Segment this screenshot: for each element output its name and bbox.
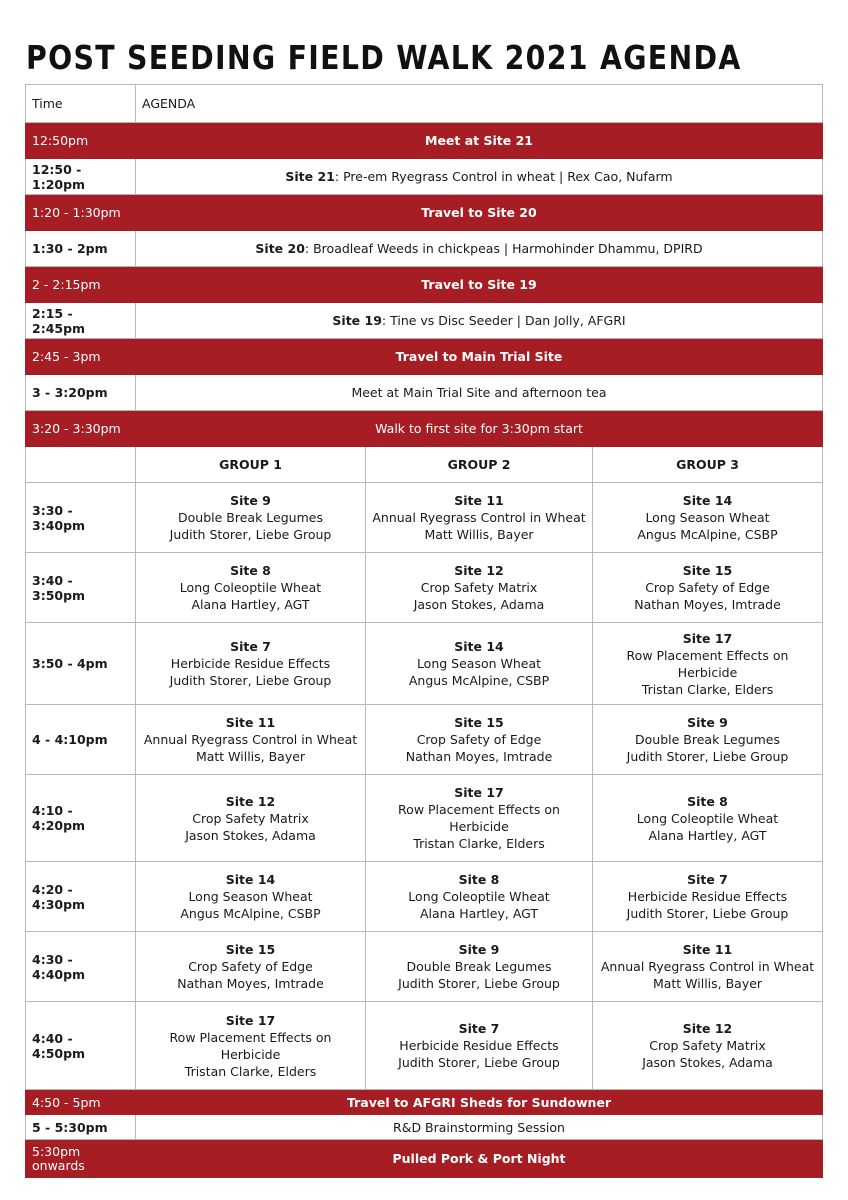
session-cell <box>366 483 593 553</box>
row-text: Travel to Site 20 <box>136 195 823 231</box>
session-row <box>26 1002 823 1090</box>
session-site: Site 17 <box>225 1012 276 1028</box>
session-cell <box>136 775 366 862</box>
agenda-row <box>26 159 823 195</box>
session-site: Site 12 <box>682 1021 733 1036</box>
agenda-row <box>26 411 823 447</box>
session-time: 4 - 4:10pm <box>26 705 136 775</box>
row-text: Meet at Site 21 <box>136 123 823 159</box>
session-site: Site 8 <box>230 563 271 578</box>
agenda-row <box>26 303 823 339</box>
row-time: 2:45 - 3pm <box>26 339 136 375</box>
header-time: Time <box>26 85 136 123</box>
session-topic: Crop Safety Matrix <box>192 810 309 826</box>
session-topic: Herbicide Residue Effects <box>627 889 788 904</box>
group-header-row <box>26 447 823 483</box>
session-site: Site 11 <box>225 715 276 730</box>
session-presenter: Alana Hartley, AGT <box>419 906 539 921</box>
row-text <box>136 303 823 339</box>
session-time: 4:30 - 4:40pm <box>26 932 136 1002</box>
session-cell <box>136 932 366 1002</box>
session-topic: Crop Safety Matrix <box>420 580 538 595</box>
session-site: Site 7 <box>687 872 728 887</box>
session-row <box>26 623 823 705</box>
session-cell <box>593 483 823 553</box>
agenda-row <box>26 195 823 231</box>
session-site: Site 17 <box>682 630 733 646</box>
session-cell <box>366 932 593 1002</box>
session-row <box>26 553 823 623</box>
session-topic: Long Coleoptile Wheat <box>408 889 550 904</box>
row-text <box>136 231 823 267</box>
session-time: 3:30 - 3:40pm <box>26 483 136 553</box>
session-presenter: Nathan Moyes, Imtrade <box>405 749 553 764</box>
session-cell <box>593 705 823 775</box>
agenda-row <box>26 1115 823 1140</box>
session-cell <box>366 1002 593 1090</box>
session-cell <box>366 862 593 932</box>
session-cell <box>593 553 823 623</box>
header-row <box>26 85 823 123</box>
row-site: Site 21 <box>285 169 335 184</box>
session-presenter: Judith Storer, Liebe Group <box>169 673 332 688</box>
agenda-table <box>25 84 823 1178</box>
agenda-row <box>26 231 823 267</box>
agenda-row <box>26 267 823 303</box>
session-site: Site 8 <box>458 872 500 887</box>
session-row <box>26 862 823 932</box>
row-time: 12:50pm <box>26 123 136 159</box>
session-cell <box>136 623 366 705</box>
session-presenter: Matt Willis, Bayer <box>195 749 306 764</box>
session-site: Site 9 <box>687 715 728 730</box>
session-presenter: Alana Hartley, AGT <box>648 827 767 843</box>
session-time: 4:20 - 4:30pm <box>26 862 136 932</box>
row-time: 4:50 - 5pm <box>26 1090 136 1115</box>
session-presenter: Judith Storer, Liebe Group <box>398 1055 560 1070</box>
session-topic: Long Season Wheat <box>645 510 770 525</box>
session-topic: Long Season Wheat <box>416 656 542 671</box>
session-cell <box>136 862 366 932</box>
session-cell <box>366 705 593 775</box>
session-presenter: Judith Storer, Liebe Group <box>626 749 789 764</box>
row-time: 3 - 3:20pm <box>26 375 136 411</box>
session-cell <box>366 623 593 705</box>
agenda-row <box>26 1090 823 1115</box>
session-topic: Crop Safety of Edge <box>416 732 542 747</box>
session-presenter: Jason Stokes, Adama <box>642 1055 773 1070</box>
session-topic: Double Break Legumes <box>635 732 780 747</box>
page-title: POST SEEDING FIELD WALK 2021 AGENDA <box>26 38 742 77</box>
session-presenter: Judith Storer, Liebe Group <box>626 906 789 921</box>
row-text: Pulled Pork & Port Night <box>136 1140 823 1178</box>
row-time: 3:20 - 3:30pm <box>26 411 136 447</box>
session-presenter: Jason Stokes, Adama <box>185 827 316 843</box>
group-header: GROUP 1 <box>136 447 366 483</box>
session-presenter: Angus McAlpine, CSBP <box>637 527 778 542</box>
row-text <box>136 159 823 195</box>
session-topic: Long Coleoptile Wheat <box>636 810 779 826</box>
row-site: Site 19 <box>332 313 382 328</box>
session-cell <box>136 553 366 623</box>
group-header: GROUP 3 <box>593 447 823 483</box>
session-cell <box>136 1002 366 1090</box>
session-topic: Row Placement Effects on Herbicide <box>169 1029 332 1062</box>
agenda-row <box>26 123 823 159</box>
session-site: Site 9 <box>458 942 500 957</box>
session-row <box>26 932 823 1002</box>
session-time: 3:40 - 3:50pm <box>26 553 136 623</box>
session-site: Site 15 <box>682 563 733 578</box>
session-topic: Crop Safety of Edge <box>645 580 770 595</box>
session-site: Site 14 <box>454 639 504 654</box>
session-presenter: Angus McAlpine, CSBP <box>180 906 321 921</box>
session-cell <box>593 862 823 932</box>
row-time: 2:15 - 2:45pm <box>26 303 136 339</box>
row-time: 1:20 - 1:30pm <box>26 195 136 231</box>
agenda-row <box>26 375 823 411</box>
session-site: Site 14 <box>682 493 733 508</box>
row-time: 2 - 2:15pm <box>26 267 136 303</box>
session-site: Site 11 <box>454 493 504 508</box>
session-presenter: Matt Willis, Bayer <box>424 527 534 542</box>
session-cell <box>136 483 366 553</box>
row-rest: : Broadleaf Weeds in chickpeas | Harmohinder Dhammu, DPIRD <box>304 241 703 256</box>
row-time: 5 - 5:30pm <box>26 1115 136 1140</box>
row-text: Walk to first site for 3:30pm start <box>136 411 823 447</box>
session-cell <box>593 1002 823 1090</box>
row-text: Travel to AFGRI Sheds for Sundowner <box>136 1090 823 1115</box>
session-site: Site 8 <box>687 793 728 809</box>
session-topic: Annual Ryegrass Control in Wheat <box>372 510 586 525</box>
session-topic: Herbicide Residue Effects <box>399 1038 559 1053</box>
session-topic: Long Coleoptile Wheat <box>179 580 322 595</box>
row-text: Meet at Main Trial Site and afternoon tea <box>136 375 823 411</box>
session-presenter: Nathan Moyes, Imtrade <box>634 597 781 612</box>
session-site: Site 12 <box>454 563 504 578</box>
session-topic: Long Season Wheat <box>188 889 313 904</box>
session-row <box>26 775 823 862</box>
session-site: Site 14 <box>225 872 276 887</box>
session-cell <box>136 705 366 775</box>
session-presenter: Jason Stokes, Adama <box>413 597 545 612</box>
row-rest: : Tine vs Disc Seeder | Dan Jolly, AFGRI <box>381 313 626 328</box>
session-time: 3:50 - 4pm <box>26 623 136 705</box>
session-topic: Row Placement Effects on Herbicide <box>398 802 560 834</box>
session-presenter: Matt Willis, Bayer <box>652 976 763 991</box>
session-site: Site 17 <box>454 785 504 800</box>
row-time: 12:50 - 1:20pm <box>26 159 136 195</box>
session-site: Site 11 <box>682 942 733 957</box>
session-presenter: Judith Storer, Liebe Group <box>169 527 332 542</box>
agenda-body <box>26 85 823 483</box>
group-header: GROUP 2 <box>366 447 593 483</box>
row-text: R&D Brainstorming Session <box>136 1115 823 1140</box>
session-presenter: Angus McAlpine, CSBP <box>408 673 550 688</box>
session-time: 4:10 - 4:20pm <box>26 775 136 862</box>
session-cell <box>593 623 823 705</box>
row-time: 1:30 - 2pm <box>26 231 136 267</box>
session-topic: Crop Safety Matrix <box>649 1038 766 1053</box>
row-time: 5:30pm onwards <box>26 1140 136 1178</box>
session-site: Site 7 <box>458 1021 500 1036</box>
closing-body <box>26 1090 823 1178</box>
session-topic: Double Break Legumes <box>406 959 552 974</box>
agenda-row <box>26 339 823 375</box>
session-time: 4:40 - 4:50pm <box>26 1002 136 1090</box>
header-agenda: AGENDA <box>136 85 823 123</box>
session-presenter: Tristan Clarke, Elders <box>413 836 545 851</box>
group-header-empty <box>26 447 136 483</box>
session-cell <box>366 553 593 623</box>
session-topic: Crop Safety of Edge <box>188 959 313 974</box>
session-cell <box>593 775 823 862</box>
session-topic: Row Placement Effects on Herbicide <box>626 647 789 680</box>
row-text: Travel to Site 19 <box>136 267 823 303</box>
session-body <box>26 483 823 1090</box>
row-text: Travel to Main Trial Site <box>136 339 823 375</box>
session-topic: Annual Ryegrass Control in Wheat <box>600 959 815 974</box>
row-site: Site 20 <box>255 241 305 256</box>
session-cell <box>593 932 823 1002</box>
session-topic: Herbicide Residue Effects <box>170 656 331 671</box>
session-site: Site 15 <box>454 715 504 730</box>
session-row <box>26 705 823 775</box>
session-site: Site 15 <box>225 942 276 957</box>
agenda-row <box>26 1140 823 1178</box>
session-site: Site 7 <box>230 639 271 654</box>
session-presenter: Tristan Clarke, Elders <box>641 681 774 697</box>
session-site: Site 12 <box>225 793 276 809</box>
session-presenter: Judith Storer, Liebe Group <box>398 976 560 991</box>
session-site: Site 9 <box>230 493 271 508</box>
row-rest: : Pre-em Ryegrass Control in wheat | Rex Cao, Nufarm <box>334 169 673 184</box>
session-topic: Double Break Legumes <box>178 510 323 525</box>
session-presenter: Tristan Clarke, Elders <box>184 1063 317 1079</box>
session-topic: Annual Ryegrass Control in Wheat <box>143 732 358 747</box>
session-presenter: Alana Hartley, AGT <box>191 597 310 612</box>
session-presenter: Nathan Moyes, Imtrade <box>177 976 324 991</box>
session-cell <box>366 775 593 862</box>
session-row <box>26 483 823 553</box>
